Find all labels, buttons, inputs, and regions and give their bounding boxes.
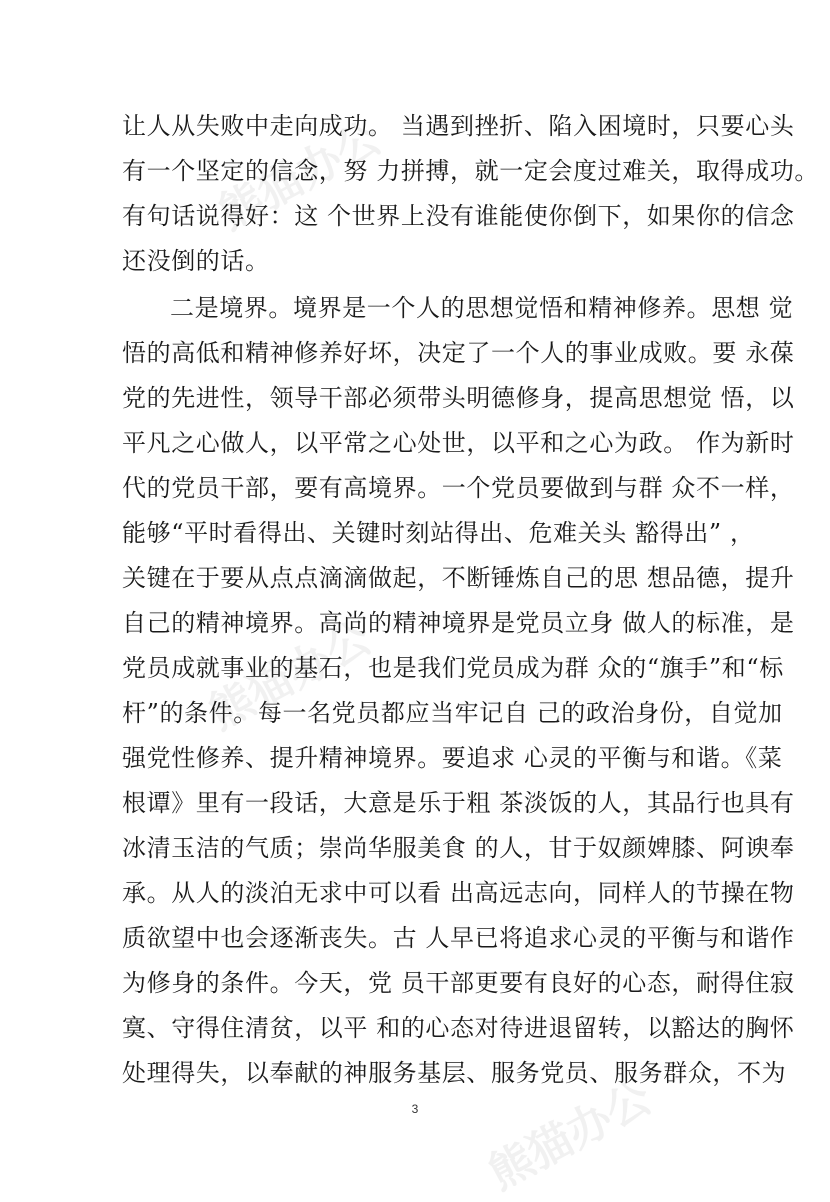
text-line: 质欲望中也会逐渐丧失。古 人早已将追求心灵的平衡与和谐作 — [122, 924, 795, 952]
watermark: 熊猫办公 — [200, 612, 380, 740]
text-line: 根谭》里有一段话，大意是乐于粗 茶淡饭的人，其品行也具有 — [122, 789, 795, 817]
text-line: 有句话说得好：这 个世界上没有谁能使你倒下，如果你的信念 — [122, 202, 795, 230]
text-line: 为修身的条件。今天，党 员干部更要有良好的心态，耐得住寂 — [122, 969, 795, 997]
page-number: 3 — [411, 1102, 419, 1116]
text-line: 处理得失，以奉献的神服务基层、服务党员、服务群众，不为 — [122, 1059, 787, 1087]
text-line: 能够“平时看得出、关键时刻站得出、危难关头 豁得出” ， — [122, 519, 755, 547]
text-line: 党员成就事业的基石，也是我们党员成为群 众的“旗手”和“标 — [122, 654, 784, 682]
text-line: 悟的高低和精神修养好坏，决定了一个人的事业成败。要 永葆 — [122, 339, 795, 367]
text-line: 杆”的条件。每一名党员都应当牢记自 己的政治身份，自觉加 — [122, 699, 783, 727]
text-line: 让人从失败中走向成功。 当遇到挫折、陷入困境时，只要心头 — [122, 112, 795, 140]
text-line: 还没倒的话。 — [122, 247, 270, 275]
text-line: 强党性修养、提升精神境界。要追求 心灵的平衡与和谐。《菜 — [122, 744, 783, 772]
text-line: 自己的精神境界。高尚的精神境界是党员立身 做人的标准，是 — [122, 609, 795, 637]
text-line: 寞、守得住清贫，以平 和的心态对待进退留转，以豁达的胸怀 — [122, 1014, 795, 1042]
text-line: 党的先进性，领导干部必须带头明德修身，提高思想觉 悟，以 — [122, 384, 795, 412]
text-line: 有一个坚定的信念，努 力拼搏，就一定会度过难关，取得成功。 — [122, 157, 820, 185]
text-line: 平凡之心做人，以平常之心处世，以平和之心为政。 作为新时 — [122, 429, 795, 457]
text-line: 关键在于要从点点滴滴做起，不断锤炼自己的思 想品德，提升 — [122, 564, 795, 592]
watermark: 熊猫办公 — [210, 112, 390, 240]
text-line: 代的党员干部，要有高境界。一个党员要做到与群 众不一样， — [122, 474, 795, 502]
watermark: 熊猫办公 — [480, 1072, 660, 1200]
text-line: 冰清玉洁的气质；崇尚华服美食 的人，甘于奴颜婢膝、阿谀奉 — [122, 834, 795, 862]
text-line: 承。从人的淡泊无求中可以看 出高远志向，同样人的节操在物 — [122, 879, 795, 907]
paragraph-start-line: 二是境界。境界是一个人的思想觉悟和精神修养。思想 觉 — [170, 294, 794, 322]
